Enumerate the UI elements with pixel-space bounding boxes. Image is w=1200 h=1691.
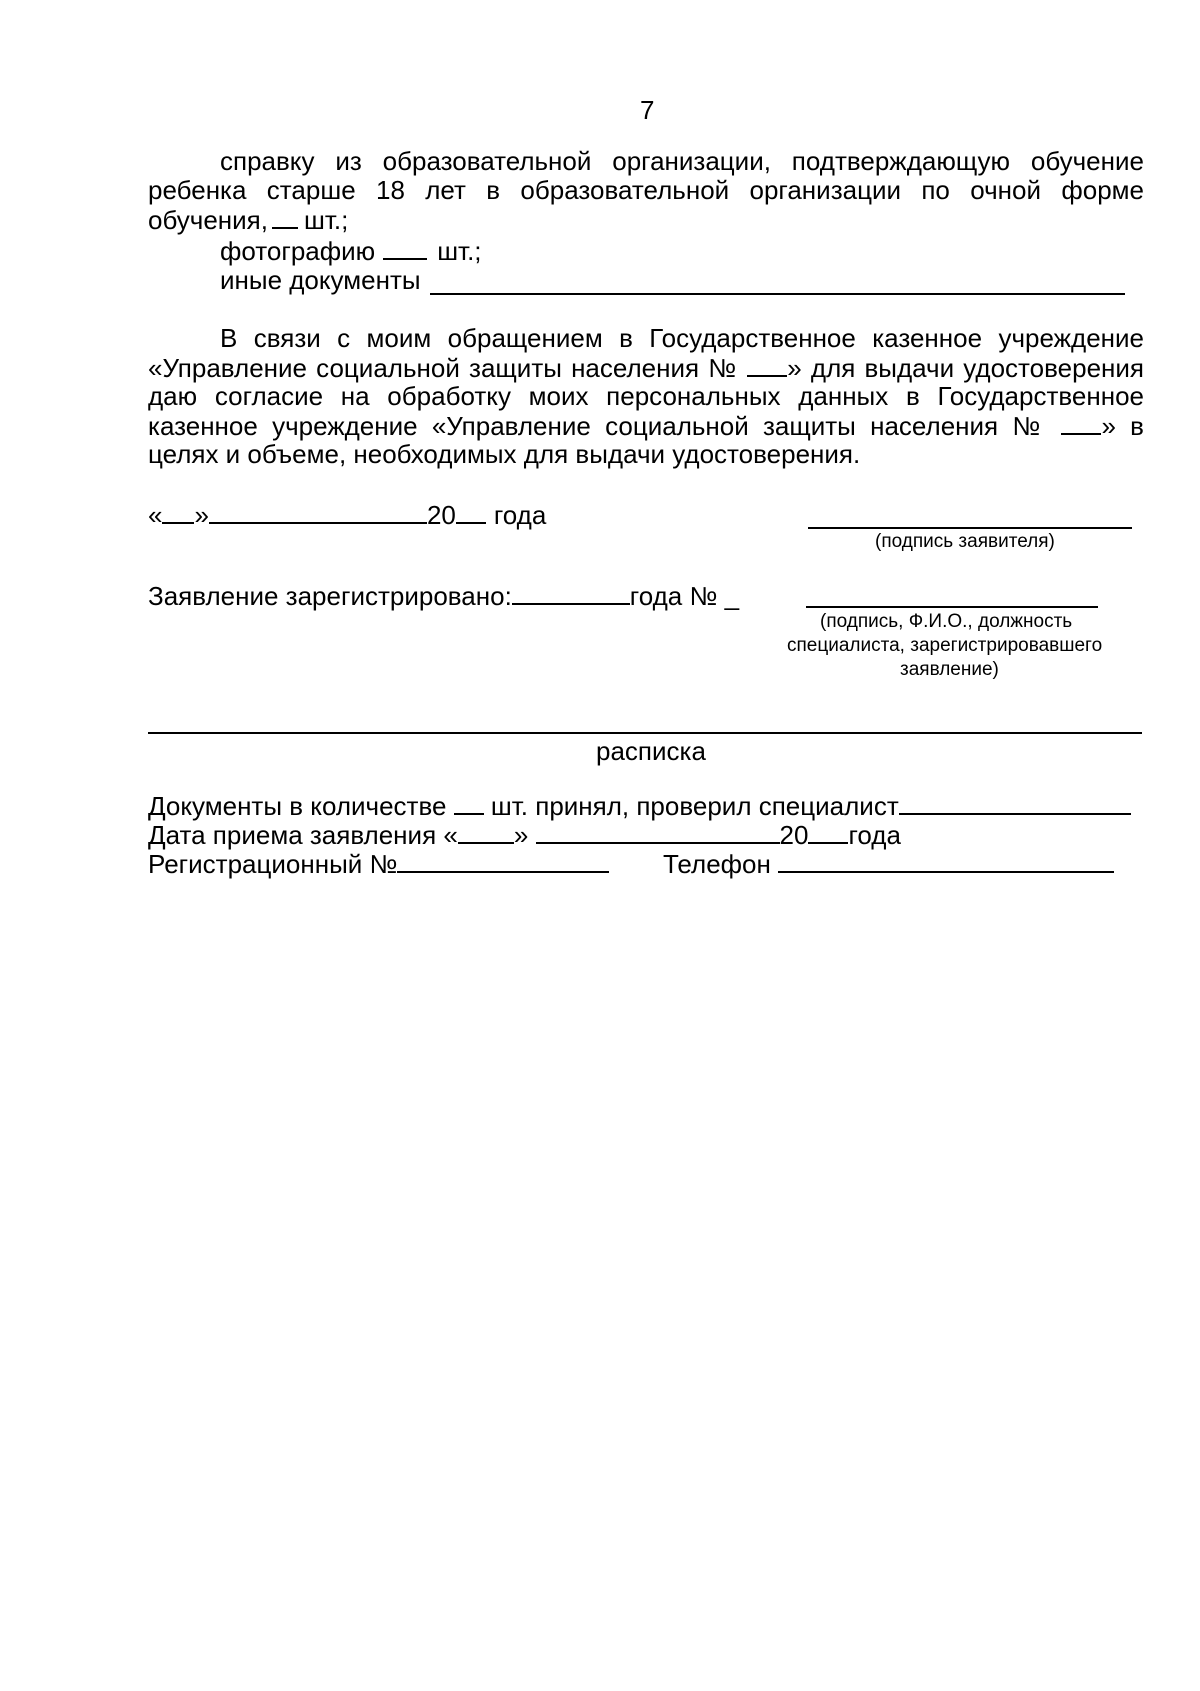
photo-item: [220, 236, 482, 266]
consent-line-4: [148, 411, 1144, 440]
certificate-item: [148, 147, 1144, 234]
month-blank: [209, 500, 427, 524]
page-number: 7: [640, 95, 655, 125]
phone-blank: [778, 849, 1114, 873]
specialist-caption-1: (подпись, Ф.И.О., должность: [820, 611, 1073, 632]
consent-line-4-suffix: » в: [1101, 411, 1144, 441]
certificate-line-3: [148, 205, 1144, 234]
receipt-year-blank: [808, 820, 848, 844]
year-prefix: 20: [426, 500, 456, 530]
receipt-phone: [663, 849, 1114, 879]
consent-line-2: [148, 353, 1144, 382]
usz-number-blank-2: [1061, 411, 1101, 435]
other-docs-blank: [430, 293, 1125, 295]
consent-line-2-suffix: » для выдачи удостоверения: [787, 353, 1144, 383]
certificate-line-3-text: обучения,: [148, 205, 268, 235]
docs-count-blank: [454, 791, 484, 815]
registration-label: Заявление зарегистрировано:: [148, 581, 512, 611]
receipt-year-suffix: года: [848, 820, 901, 850]
receipt-year-prefix: 20: [779, 820, 809, 850]
receipt-docs-prefix: Документы в количестве: [148, 791, 447, 821]
usz-number-blank-1: [747, 353, 787, 377]
receipt-date-line: [148, 820, 901, 850]
other-docs-item: [220, 265, 421, 295]
consent-line-2-prefix: «Управление социальной защиты населения №: [148, 353, 739, 383]
date-open-quote: «: [148, 500, 163, 530]
registration-line: [148, 581, 739, 611]
receipt-date-prefix: Дата приема заявления «: [148, 820, 458, 850]
specialist-name-blank: [899, 791, 1131, 815]
consent-line-3: даю согласие на обработку моих персональных данных в Государственное: [148, 381, 1144, 411]
specialist-caption-3: заявление): [900, 659, 999, 680]
cut-line: [148, 732, 1142, 734]
receipt-title: расписка: [596, 736, 706, 766]
specialist-signature-line: [806, 606, 1098, 608]
date-close-quote: »: [194, 500, 209, 530]
registration-date-blank: [512, 581, 630, 605]
specialist-caption-2: специалиста, зарегистрировавшего: [787, 635, 1103, 656]
year-suffix: года: [493, 500, 547, 530]
receipt-docs-middle: шт. принял, проверил специалист: [490, 791, 899, 821]
consent-line-5: целях и объеме, необходимых для выдачи удостоверения.: [148, 439, 861, 469]
photo-label: фотографию: [220, 236, 376, 266]
receipt-phone-label: Телефон: [663, 849, 771, 879]
photo-count-blank: [383, 236, 427, 260]
certificate-count-blank: [272, 205, 298, 229]
certificate-line-2: ребенка старше 18 лет в образовательной организации по очной форме: [148, 175, 1144, 205]
receipt-docs-line: [148, 791, 1131, 821]
day-blank: [162, 500, 194, 524]
year-blank: [456, 500, 486, 524]
date-line: [148, 500, 546, 530]
receipt-reg-line: [148, 849, 609, 879]
receipt-reg-label: Регистрационный №: [148, 849, 398, 879]
registration-year-no: года №: [629, 581, 718, 611]
other-docs-label: иные документы: [220, 265, 421, 295]
applicant-signature-caption: (подпись заявителя): [875, 531, 1055, 552]
receipt-date-close: »: [513, 820, 529, 850]
reg-number-blank: [397, 849, 609, 873]
consent-line-1: В связи с моим обращением в Государственное казенное учреждение: [220, 323, 1144, 353]
consent-line-4-prefix: казенное учреждение «Управление социальной защиты населения №: [148, 411, 1048, 441]
applicant-signature-line: [808, 527, 1132, 529]
registration-number-blank: _: [724, 581, 740, 611]
certificate-line-1: справку из образовательной организации, подтверждающую обучение: [220, 146, 1144, 176]
receipt-day-blank: [458, 820, 514, 844]
certificate-unit: шт.;: [303, 205, 349, 235]
consent-paragraph: [148, 324, 1144, 469]
photo-unit: шт.;: [437, 236, 482, 266]
receipt-month-blank: [536, 820, 780, 844]
